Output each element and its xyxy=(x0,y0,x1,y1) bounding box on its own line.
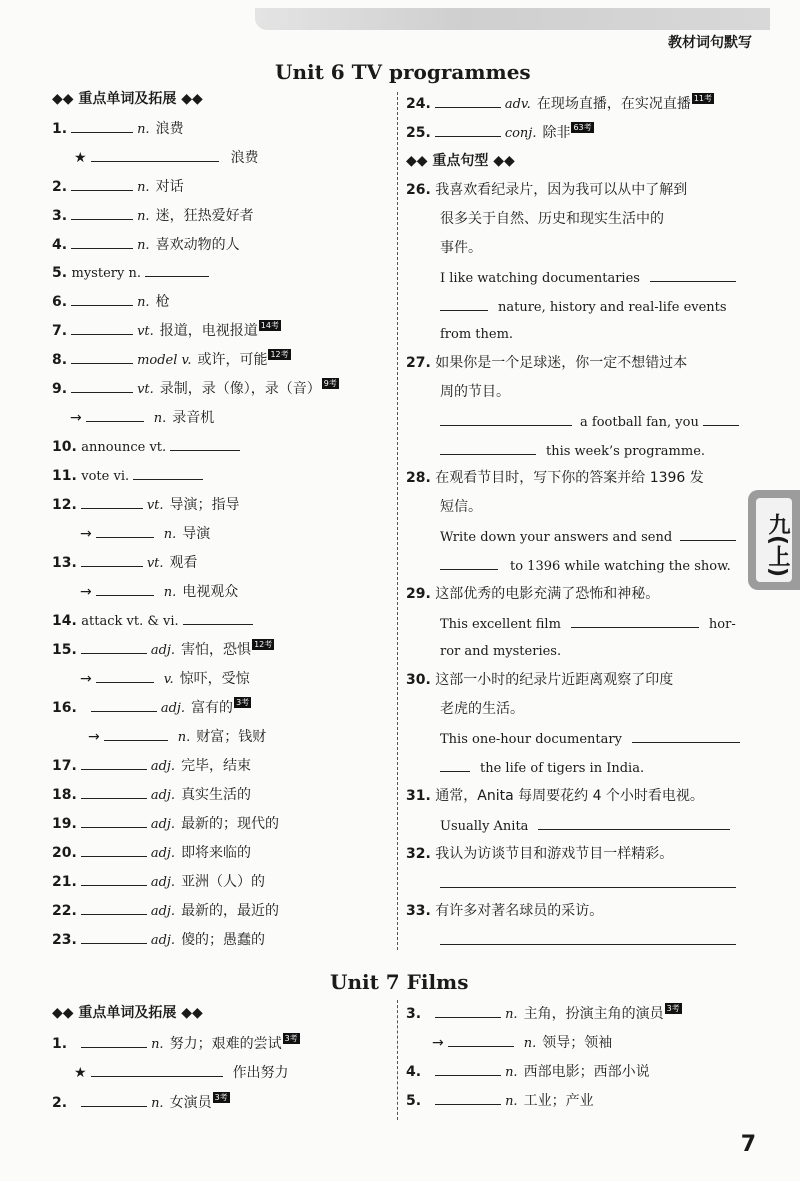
answer-blank[interactable] xyxy=(81,842,147,857)
sentence-28-en2: to 1396 while watching the show. xyxy=(440,555,731,577)
arrow-icon: → xyxy=(80,671,92,687)
answer-blank[interactable] xyxy=(440,930,736,945)
answer-blank[interactable] xyxy=(91,697,157,712)
arrow-icon: → xyxy=(80,526,92,542)
answer-blank[interactable] xyxy=(440,757,470,772)
answer-blank[interactable] xyxy=(96,523,154,538)
sentence-text: 事件。 xyxy=(440,240,482,256)
item-16: 16. adj. 富有的 3考 xyxy=(52,698,250,716)
u7-item-1: 1. n. 努力；艰难的尝试 3考 xyxy=(52,1034,298,1052)
unit7-title: Unit 7 Films xyxy=(330,970,469,994)
answer-blank[interactable] xyxy=(440,873,736,888)
u7-item-3: 3. n. 主角，扮演主角的演员 3考 xyxy=(406,1004,680,1022)
vocab-heading: ◆◆ 重点单词及拓展 ◆◆ xyxy=(52,91,203,107)
sentence-text: 老虎的生活。 xyxy=(440,701,524,717)
item-11: 11. vote vi. xyxy=(52,465,207,487)
answer-blank[interactable] xyxy=(81,494,143,509)
sentence-31: 31. 通常，Anita 每周要花约 4 个小时看电视。 xyxy=(406,788,704,804)
answer-blank[interactable] xyxy=(81,900,147,915)
item-12: 12. vt. 导演；指导 xyxy=(52,494,240,516)
answer-blank[interactable] xyxy=(96,581,154,596)
answer-blank[interactable] xyxy=(71,320,133,335)
column-divider xyxy=(397,1000,398,1120)
exam-badge: 3考 xyxy=(236,698,250,707)
item-17: 17. adj. 完毕，结束 xyxy=(52,755,251,777)
answer-blank[interactable] xyxy=(91,147,219,162)
sentence-32-en xyxy=(440,873,740,894)
answer-blank[interactable] xyxy=(81,813,147,828)
sentence-28-en: Write down your answers and send xyxy=(440,526,740,548)
sentence-29: 29. 这部优秀的电影充满了恐怖和神秘。 xyxy=(406,586,660,602)
answer-blank[interactable] xyxy=(81,639,147,654)
exam-badge: 3考 xyxy=(214,1093,228,1102)
sentence-26-en: I like watching documentaries xyxy=(440,267,740,289)
answer-blank[interactable] xyxy=(81,1092,147,1107)
vocab-heading: ◆◆ 重点单词及拓展 ◆◆ xyxy=(52,1005,203,1021)
item-24: 24. adv. 在现场直播，在实况直播 11考 xyxy=(406,94,713,112)
answer-blank[interactable] xyxy=(145,262,209,277)
answer-blank[interactable] xyxy=(435,93,501,108)
answer-blank[interactable] xyxy=(71,176,133,191)
answer-blank[interactable] xyxy=(96,668,154,683)
item-23: 23. adj. 傻的；愚蠢的 xyxy=(52,929,265,951)
answer-blank[interactable] xyxy=(440,411,572,426)
sentence-30-en2: the life of tigers in India. xyxy=(440,757,644,779)
item-9-extension: → n. 录音机 xyxy=(70,407,214,429)
answer-blank[interactable] xyxy=(170,436,240,451)
header-label: 教材词句默写 xyxy=(668,35,752,51)
page-number: 7 xyxy=(740,1132,756,1157)
arrow-icon: → xyxy=(70,410,82,426)
u7-item-4: 4. n. 西部电影；西部小说 xyxy=(406,1061,650,1083)
sentence-text: ror and mysteries. xyxy=(440,644,562,659)
star-icon: ★ xyxy=(74,1065,87,1081)
answer-blank[interactable] xyxy=(81,755,147,770)
answer-blank[interactable] xyxy=(650,267,736,282)
sentence-27-en: a football fan, you xyxy=(440,411,743,433)
sentence-31-en: Usually Anita xyxy=(440,815,734,837)
sentence-32: 32. 我认为访谈节目和游戏节目一样精彩。 xyxy=(406,846,674,862)
item-13: 13. vt. 观看 xyxy=(52,552,198,574)
u7-item-3-extension: → n. 领导；领袖 xyxy=(432,1032,612,1054)
exam-badge: 12考 xyxy=(270,350,289,359)
item-1: 1. n. 浪费 xyxy=(52,118,184,140)
sentence-heading: ◆◆ 重点句型 ◆◆ xyxy=(406,153,515,169)
answer-blank[interactable] xyxy=(703,411,739,426)
answer-blank[interactable] xyxy=(81,552,143,567)
answer-blank[interactable] xyxy=(632,728,740,743)
item-9: 9. vt. 录制，录（像），录（音） 9考 xyxy=(52,379,337,397)
exam-badge: 9考 xyxy=(323,379,337,388)
answer-blank[interactable] xyxy=(86,407,144,422)
answer-blank[interactable] xyxy=(440,555,498,570)
answer-blank[interactable] xyxy=(81,1033,147,1048)
answer-blank[interactable] xyxy=(71,205,133,220)
arrow-icon: → xyxy=(88,729,100,745)
sentence-text: 很多关于自然、历史和现实生活中的 xyxy=(440,211,664,227)
item-25: 25. conj. 除非 63考 xyxy=(406,123,592,141)
answer-blank[interactable] xyxy=(538,815,730,830)
sentence-26: 26. 我喜欢看纪录片，因为我可以从中了解到 xyxy=(406,182,688,198)
star-icon: ★ xyxy=(74,150,87,166)
item-4: 4. n. 喜欢动物的人 xyxy=(52,234,240,256)
item-13-extension: → n. 电视观众 xyxy=(80,581,238,603)
answer-blank[interactable] xyxy=(71,291,133,306)
sentence-28: 28. 在观看节目时，写下你的答案并给 1396 发 xyxy=(406,470,704,486)
answer-blank[interactable] xyxy=(448,1032,514,1047)
sentence-27-en2: this week’s programme. xyxy=(440,440,705,462)
answer-blank[interactable] xyxy=(81,871,147,886)
item-14: 14. attack vt. & vi. xyxy=(52,610,257,632)
answer-blank[interactable] xyxy=(440,296,488,311)
sentence-text: 短信。 xyxy=(440,499,482,515)
answer-blank[interactable] xyxy=(71,234,133,249)
exam-badge: 14考 xyxy=(260,321,279,330)
answer-blank[interactable] xyxy=(183,610,253,625)
grade-tab-label: 九(上) xyxy=(756,498,792,582)
sentence-30: 30. 这部一小时的纪录片近距离观察了印度 xyxy=(406,672,674,688)
exam-badge: 3考 xyxy=(666,1004,680,1013)
answer-blank[interactable] xyxy=(71,349,133,364)
sentence-33: 33. 有许多对著名球员的采访。 xyxy=(406,903,604,919)
item-5: 5. mystery n. xyxy=(52,262,213,284)
sentence-text: from them. xyxy=(440,327,514,342)
answer-blank[interactable] xyxy=(435,1003,501,1018)
item-8: 8. model v. 或许，可能 12考 xyxy=(52,350,289,368)
item-18: 18. adj. 真实生活的 xyxy=(52,784,251,806)
answer-blank[interactable] xyxy=(81,784,147,799)
grade-side-tab xyxy=(748,490,800,590)
answer-blank[interactable] xyxy=(104,726,168,741)
answer-blank[interactable] xyxy=(91,1062,223,1077)
unit6-title: Unit 6 TV programmes xyxy=(275,60,531,84)
answer-blank[interactable] xyxy=(133,465,203,480)
u7-item-5: 5. n. 工业；产业 xyxy=(406,1090,594,1112)
exam-badge: 3考 xyxy=(284,1034,298,1043)
answer-blank[interactable] xyxy=(71,378,133,393)
sentence-text: 周的节目。 xyxy=(440,384,510,400)
item-3: 3. n. 迷，狂热爱好者 xyxy=(52,205,254,227)
answer-blank[interactable] xyxy=(435,1061,501,1076)
sentence-29-en: This excellent film hor- xyxy=(440,613,736,635)
answer-blank[interactable] xyxy=(435,1090,501,1105)
sentence-27: 27. 如果你是一个足球迷，你一定不想错过本 xyxy=(406,355,688,371)
item-1-extension: ★ 浪费 xyxy=(74,147,259,168)
sentence-33-en xyxy=(440,930,740,951)
item-15: 15. adj. 害怕，恐惧 12考 xyxy=(52,640,273,658)
item-22: 22. adj. 最新的，最近的 xyxy=(52,900,279,922)
answer-blank[interactable] xyxy=(81,929,147,944)
sentence-26-en2: nature, history and real-life events xyxy=(440,296,727,318)
arrow-icon: → xyxy=(80,584,92,600)
arrow-icon: → xyxy=(432,1035,444,1051)
answer-blank[interactable] xyxy=(571,613,699,628)
item-10: 10. announce vt. xyxy=(52,436,244,458)
item-7: 7. vt. 报道，电视报道 14考 xyxy=(52,321,279,339)
answer-blank[interactable] xyxy=(440,440,536,455)
top-bar xyxy=(255,8,770,30)
item-15-extension: → v. 惊吓，受惊 xyxy=(80,668,250,690)
item-21: 21. adj. 亚洲（人）的 xyxy=(52,871,265,893)
item-20: 20. adj. 即将来临的 xyxy=(52,842,251,864)
item-16-extension: → n. 财富；钱财 xyxy=(88,726,266,748)
u7-item-1-extension: ★ 作出努力 xyxy=(74,1062,289,1083)
item-6: 6. n. 枪 xyxy=(52,291,170,313)
answer-blank[interactable] xyxy=(435,122,501,137)
item-12-extension: → n. 导演 xyxy=(80,523,210,545)
exam-badge: 63考 xyxy=(573,123,592,132)
answer-blank[interactable] xyxy=(71,118,133,133)
exam-badge: 12考 xyxy=(254,640,273,649)
column-divider xyxy=(397,92,398,950)
item-19: 19. adj. 最新的；现代的 xyxy=(52,813,279,835)
answer-blank[interactable] xyxy=(680,526,736,541)
exam-badge: 11考 xyxy=(693,94,713,103)
item-2: 2. n. 对话 xyxy=(52,176,184,198)
u7-item-2: 2. n. 女演员 3考 xyxy=(52,1093,228,1111)
sentence-30-en: This one-hour documentary xyxy=(440,728,744,750)
